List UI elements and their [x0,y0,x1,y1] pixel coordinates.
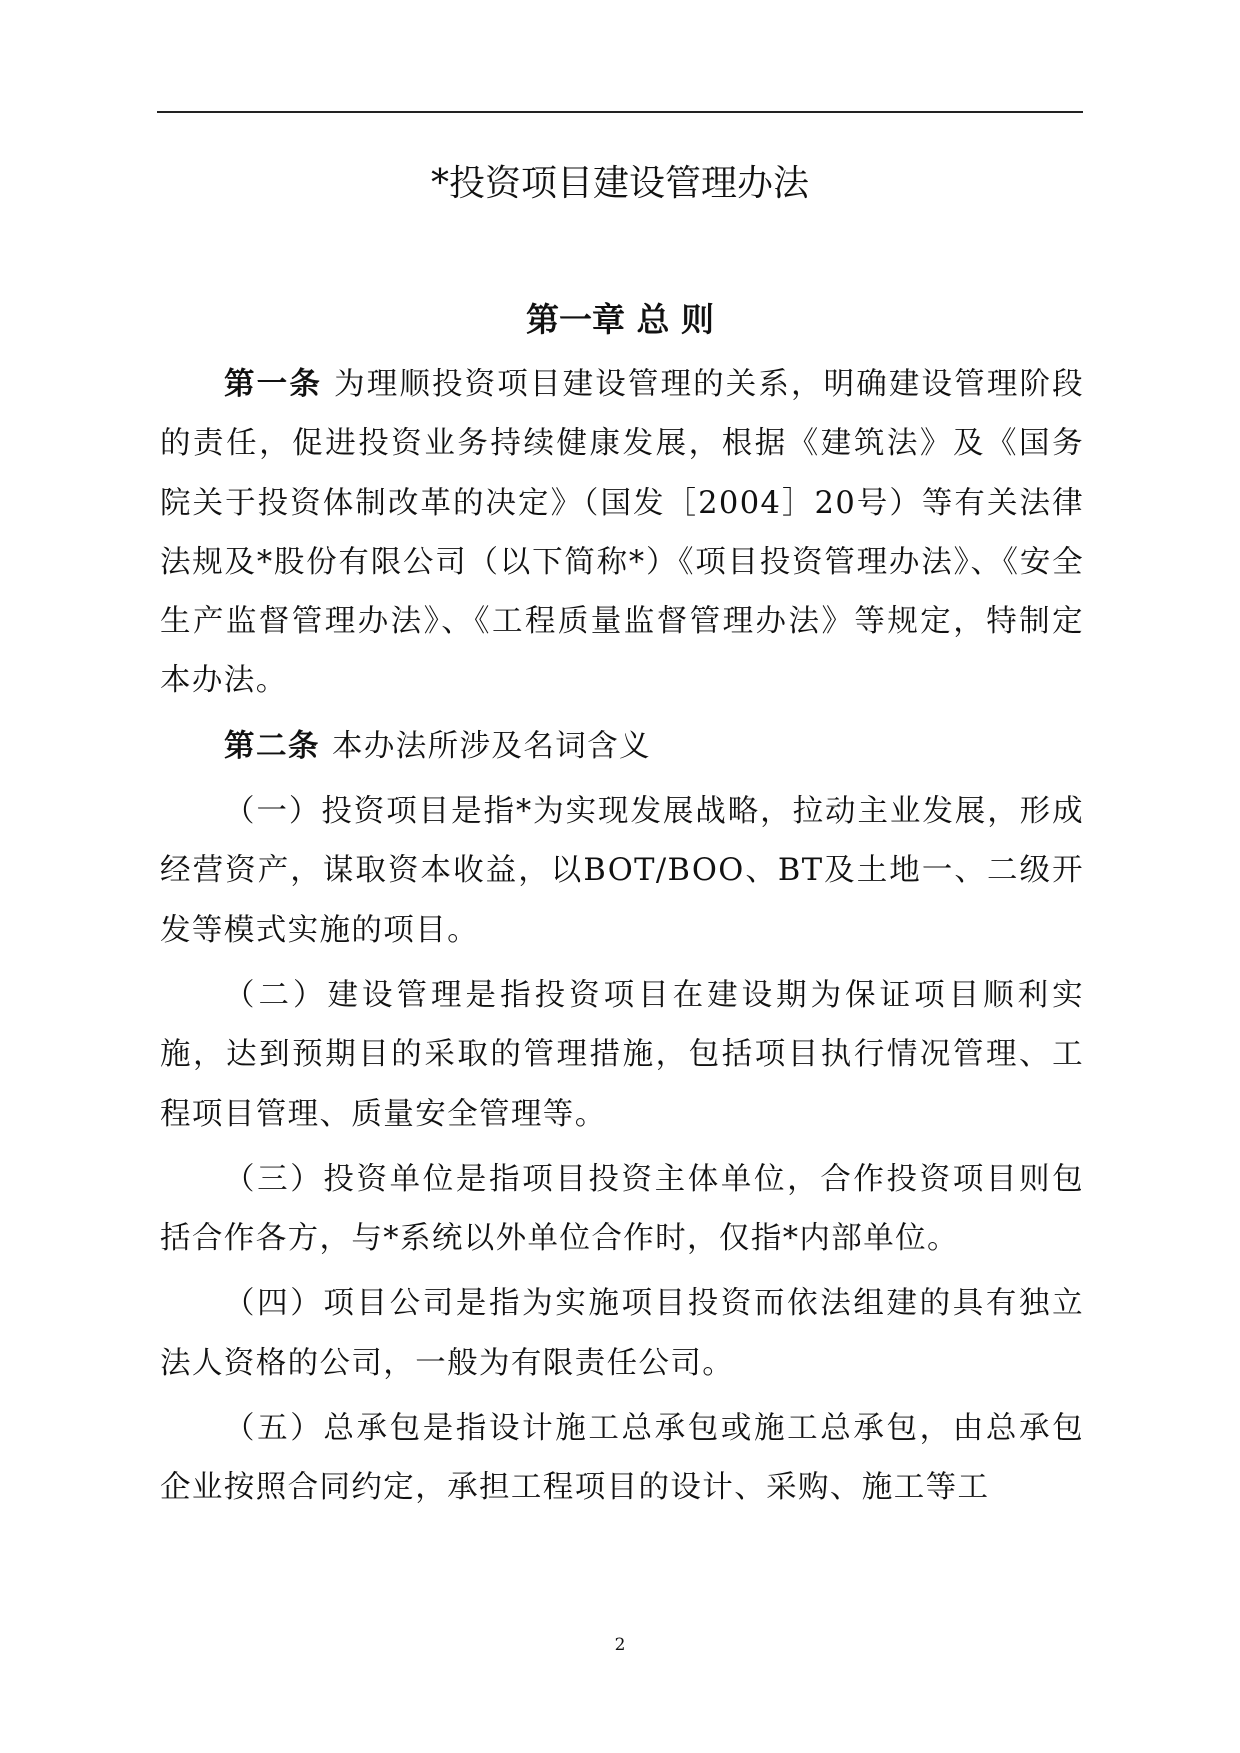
article-2-label: 第二条 [224,727,320,764]
definition-4: （四）项目公司是指为实施项目投资而依法组建的具有独立法人资格的公司，一般为有限责任公司。 [160,1286,1084,1381]
article-2 [160,717,1084,776]
header-rule [157,111,1083,113]
document-title: *投资项目建设管理办法 [430,163,809,204]
definition-5: （五）总承包是指设计施工总承包或施工总承包，由总承包企业按照合同约定，承担工程项目的设计、采购、施工等工 [160,1411,1084,1506]
article-1-text: 为理顺投资项目建设管理的关系，明确建设管理阶段的责任，促进投资业务持续健康发展，根据《建筑法》及《国务院关于投资体制改革的决定》（国发［2004］20号）等有关法律法规及*股份有限公司（以下简称*）《项目投资管理办法》、《安全生产监督管理办法》、《工程质量监督管理办法》等规定，特制定本办法。 [160,367,1084,699]
definition-1: （一）投资项目是指*为实现发展战略，拉动主业发展，形成经营资产，谋取资本收益，以BOT/BOO、BT及土地一、二级开发等模式实施的项目。 [160,794,1084,948]
page-number: 2 [614,1635,626,1655]
article-1 [160,355,1084,711]
definition-3: （三）投资单位是指项目投资主体单位，合作投资项目则包括合作各方，与*系统以外单位合作时，仅指*内部单位。 [160,1161,1084,1257]
article-1-label: 第一条 [224,366,322,402]
document-body [160,355,1084,1524]
chapter-title: 第一章 总 则 [526,300,714,339]
definition-2: （二）建设管理是指投资项目在建设期为保证项目顺利实施，达到预期目的采取的管理措施，包括项目执行情况管理、工程项目管理、质量安全管理等。 [160,977,1084,1132]
article-2-text: 本办法所涉及名词含义 [331,728,651,764]
